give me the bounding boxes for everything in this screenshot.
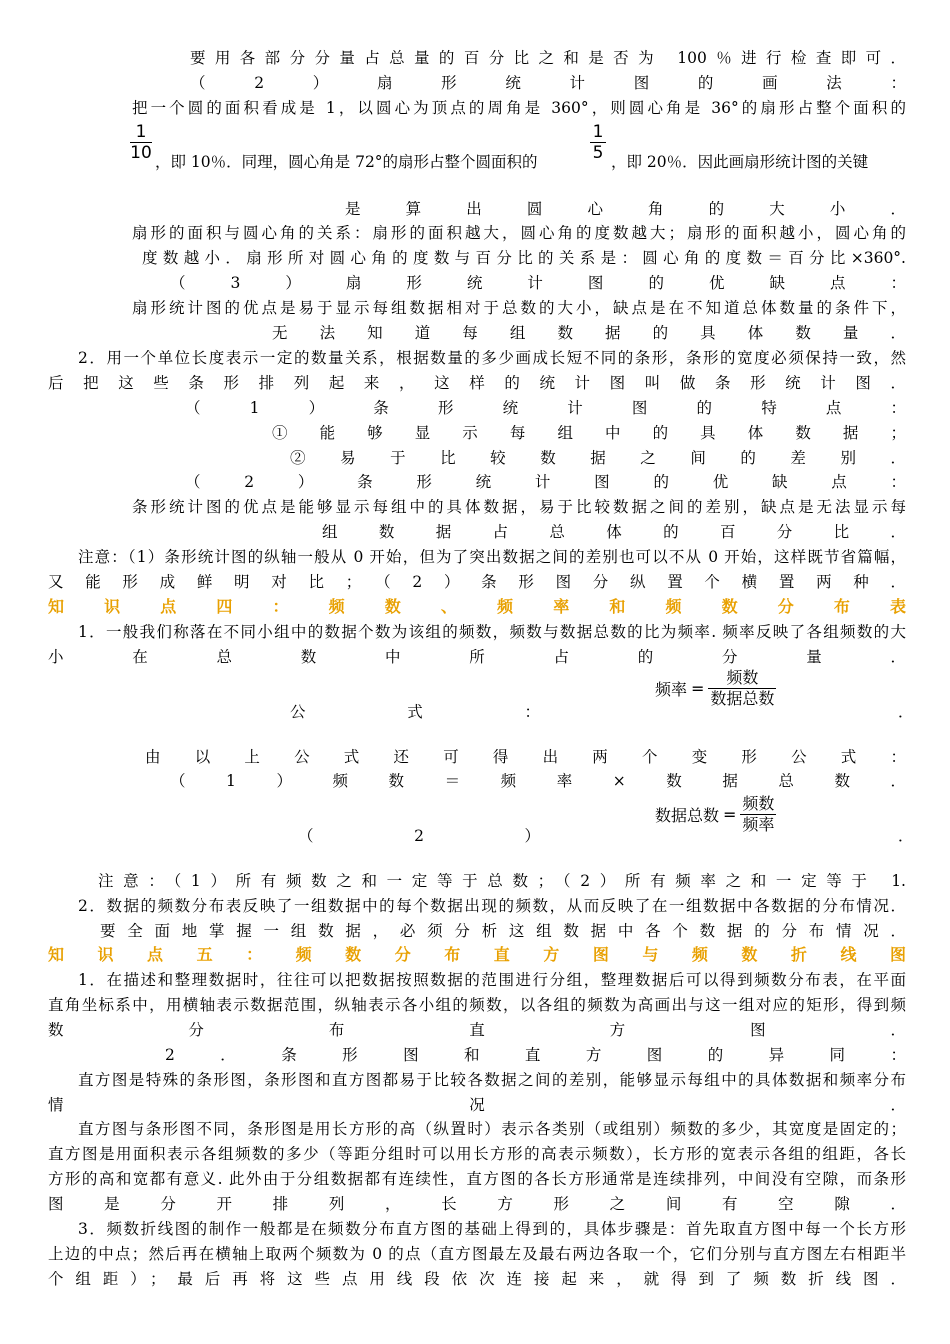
formula-lhs: 数据总数 bbox=[655, 806, 720, 825]
formula-label: 公式： bbox=[290, 703, 540, 721]
paragraph-line: 2．用一个单位长度表示一定的数量关系，根据数量的多少画成长短不同的条形，条形的宽度必须保持一致，然 bbox=[78, 349, 906, 367]
paragraph-line: 扇形统计图的优点是易于显示每组数据相对于总数的大小，缺点是在不知道总体数量的条件下， bbox=[132, 299, 906, 317]
note-line: 注意：（1）条形统计图的纵轴一般从 0 开始，但为了突出数据之间的差别也可以不从 0 开始，这样既节省篇幅， bbox=[78, 548, 906, 566]
formula-fraction bbox=[740, 794, 776, 835]
section-heading: （2）扇形统计图的画法： bbox=[190, 74, 906, 92]
paragraph-line: 直方图与条形图不同，条形图是用长方形的高（纵置时）表示各类别（或组别）频数的多少，其宽度是固定的； bbox=[78, 1120, 906, 1138]
note-line: 又能形成鲜明对比；（2）条形图分纵置个横置两种． bbox=[48, 573, 906, 591]
paragraph-line: 条形统计图的优点是能够显示每组中的具体数据，易于比较数据之间的差别，缺点是无法显示每 bbox=[132, 498, 906, 516]
list-item: ②易于比较数据之间的差别． bbox=[290, 449, 906, 467]
paragraph-line: 3．频数折线图的制作一般都是在频数分布直方图的基础上得到的，具体步骤是：首先取直方图中每一个长方形 bbox=[78, 1220, 906, 1238]
formula-denominator: 频率 bbox=[742, 815, 775, 834]
formula-equals: = bbox=[723, 805, 737, 824]
note-line: 注意：（1）所有频数之和一定等于总数；（2）所有频率之和一定等于 1. bbox=[98, 872, 906, 890]
paragraph-line: 个组距）；最后再将这些点用线段依次连接起来，就得到了频数折线图． bbox=[48, 1270, 906, 1288]
formula-equals: = bbox=[691, 679, 705, 698]
paragraph-line: 无法知道每组数据的具体数量． bbox=[272, 324, 906, 342]
paragraph-line: ，即 10％．同理，圆心角是 72°的扇形占整个圆面积的 bbox=[155, 153, 538, 171]
paragraph-line: 情况． bbox=[48, 1096, 906, 1114]
section-heading: （1）条形统计图的特点： bbox=[185, 399, 906, 417]
paragraph-line: ，即 20％．因此画扇形统计图的关键 bbox=[611, 153, 869, 171]
formula-denominator: 数据总数 bbox=[710, 689, 775, 708]
section-title-knowledge-point-5: 知识点五：频数分布直方图与频数折线图 bbox=[48, 945, 906, 964]
paragraph-line: 度数越小．扇形所对圆心角的度数与百分比的关系是：圆心角的度数＝百分比×360°. bbox=[142, 249, 906, 267]
section-heading: 2．条形图和直方图的异同： bbox=[165, 1046, 906, 1064]
paragraph-line: 后把这些条形排列起来，这样的统计图叫做条形统计图． bbox=[48, 374, 906, 392]
fraction-denominator: 10 bbox=[130, 143, 152, 163]
paragraph-line: 组数据占总体的百分比． bbox=[322, 523, 906, 541]
paragraph-line: 要用各部分分量占总量的百分比之和是否为 100％进行检查即可． bbox=[190, 49, 906, 67]
paragraph-line: 方形的高和宽都有意义. 此外由于分组数据都有连续性，直方图的各长方形通常是连续排列，中间没有空隙，而条形 bbox=[48, 1170, 906, 1188]
paragraph-line: 数分布直方图． bbox=[48, 1021, 906, 1039]
paragraph-line: 扇形的面积与圆心角的关系：扇形的面积越大，圆心角的度数越大；扇形的面积越小，圆心角的 bbox=[132, 224, 906, 242]
formula-data-total bbox=[655, 794, 776, 835]
paragraph-line: 要全面地掌握一组数据，必须分析这组数据中各个数据的分布情况． bbox=[100, 922, 906, 940]
fraction-one-tenth bbox=[130, 122, 152, 163]
section-heading: （2）条形统计图的优缺点： bbox=[185, 473, 906, 491]
paragraph-line: 直角坐标系中，用横轴表示数据范围，纵轴表示各小组的频数，以各组的频数为高画出与这一组对应的矩形，得到频 bbox=[48, 996, 906, 1014]
fraction-denominator: 5 bbox=[592, 143, 604, 163]
paragraph-line: 由以上公式还可得出两个变形公式： bbox=[145, 748, 906, 766]
paragraph-line: 图是分开排列，长方形之间有空隙． bbox=[48, 1195, 906, 1213]
formula-lhs: 频率 bbox=[655, 680, 688, 699]
section-title-knowledge-point-4: 知识点四：频数、频率和频数分布表 bbox=[48, 597, 906, 616]
paragraph-line: 是算出圆心角的大小． bbox=[345, 200, 906, 218]
formula-label: （2） bbox=[298, 827, 540, 845]
formula-frequency bbox=[655, 668, 776, 709]
section-heading: （3）扇形统计图的优缺点： bbox=[170, 274, 906, 292]
paragraph-line: 2．数据的频数分布表反映了一组数据中的每个数据出现的频数，从而反映了在一组数据中各数据的分布情况． bbox=[78, 897, 906, 915]
paragraph-line: 1．一般我们称落在不同小组中的数据个数为该组的频数，频数与数据总数的比为频率. 频率反映了各组频数的大 bbox=[78, 623, 906, 641]
fraction-numerator: 1 bbox=[135, 122, 147, 142]
paragraph-line: 把一个圆的面积看成是 1，以圆心为顶点的周角是 360°，则圆心角是 36°的扇形占整个面积的 bbox=[132, 99, 906, 117]
formula-numerator: 频数 bbox=[726, 668, 759, 687]
paragraph-line: 1．在描述和整理数据时，往往可以把数据按照数据的范围进行分组，整理数据后可以得到频数分布表，在平面 bbox=[78, 971, 906, 989]
formula-numerator: 频数 bbox=[742, 794, 775, 813]
paragraph-line: 直方图是特殊的条形图，条形图和直方图都易于比较各数据之间的差别，能够显示每组中的具体数据和频率分布 bbox=[78, 1071, 906, 1089]
period: ． bbox=[898, 703, 914, 721]
fraction-one-fifth bbox=[590, 122, 606, 163]
paragraph-line: 小在总数中所占的分量． bbox=[48, 648, 906, 666]
formula-line: （1）频数＝频率×数据总数． bbox=[170, 772, 906, 790]
list-item: ①能够显示每组中的具体数据； bbox=[272, 424, 906, 442]
period: ． bbox=[898, 827, 914, 845]
formula-fraction bbox=[708, 668, 776, 709]
fraction-numerator: 1 bbox=[592, 122, 604, 142]
paragraph-line: 上边的中点；然后再在横轴上取两个频数为 0 的点（直方图最左及最右两边各取一个，它们分别与直方图左右相距半 bbox=[48, 1245, 906, 1263]
paragraph-line: 直方图是用面积表示各组频数的多少（等距分组时可以用长方形的高表示频数），长方形的宽表示各组的组距，各长 bbox=[48, 1145, 906, 1163]
